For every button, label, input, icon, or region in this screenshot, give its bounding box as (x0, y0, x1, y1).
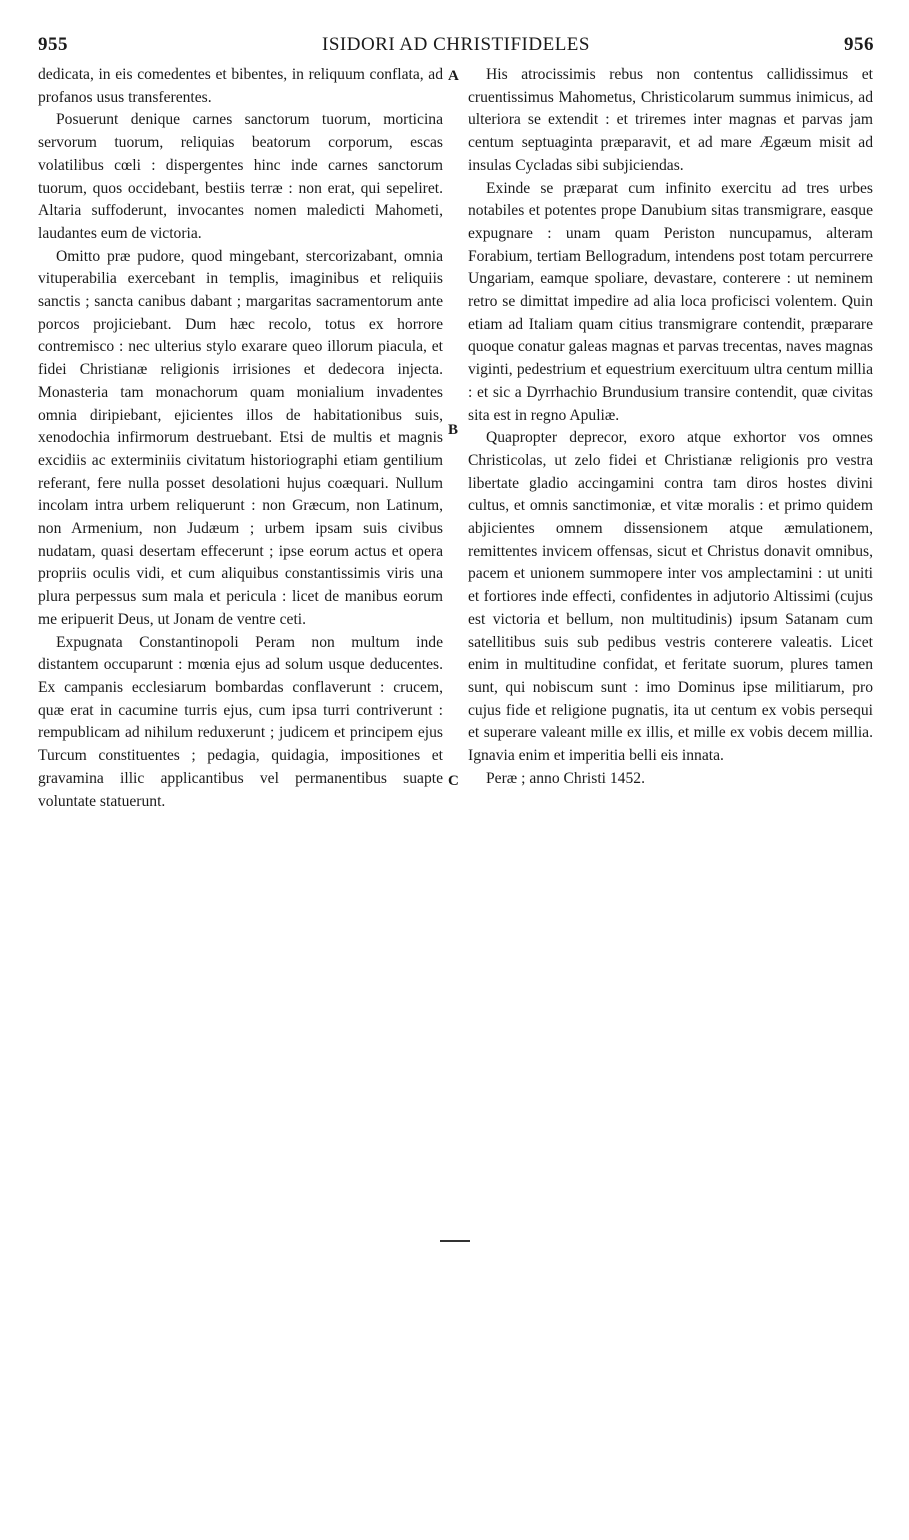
page-header (38, 34, 874, 60)
left-column (38, 64, 443, 813)
section-marker-c: C (448, 773, 459, 789)
paragraph: dedicata, in eis comedentes et bibentes, in reliquum conflata, ad profanos usus transferentes. (38, 66, 443, 106)
right-column (468, 64, 873, 791)
paragraph: Quapropter deprecor, exoro atque exhortor vos omnes Christicolas, ut zelo fidei et Christianæ religionis pro vestra libertate gladio accingamini contra tam diros hostes divini cultus, et omnis sanctimoniæ, et vitæ moralis : et primo quidem abjicientes omnem dissensionem atque æmulationem, remittentes invicem offensas, sicut et Christus donavit omnibus, pacem et unionem summopere inter vos amplectamini : ut uniti et fortiores inde effecti, confidentes in adjutorio Altissimi (cujus est victoria et bellum, non multitudinis) ipsum Satanam cum satellitibus suis sub pedibus vestris conterere valeatis. Licet enim in multitudine confidat, et feritate suorum, plures tamen sunt, qui nobiscum sunt : imo Dominus ipse militiarum, pro cujus fide et religione pugnatis, ita ut centum ex vobis persequi et superare valeant mille ex illis, et mille ex vobis decem millia. Ignavia enim et imperitia belli eis innata. (468, 429, 873, 765)
page-number-right: 956 (844, 34, 874, 55)
paragraph: Omitto præ pudore, quod mingebant, stercorizabant, omnia vituperabilia exercebant in templis, imaginibus et reliquiis sanctis ; sancta canibus dabant ; margaritas sacramentorum ante porcos projiciebant. Dum hæc recolo, totus ex horrore contremisco : nec ulterius stylo exarare queo illorum piacula, et fidei Christianæ religionis irrisiones et dedecora injecta. Monasteria tam monachorum quam monialium invadentes omnia diripiebant, ejicientes illos de habitationibus suis, xenodochia infirmorum destruebant. Etsi de multis et magnis excidiis ac exterminiis civitatum historiographi etiam gentilium referant, fere nulla posset desolationi hujus coæquari. Nullum incolam intra urbem reliquerunt : non Græcum, non Latinum, non Armenium, non Judæum ; urbem ipsam suis civibus nudatam, quasi desertam effecerunt ; ipse eorum actus et opera propriis oculis vidi, et cum aliquibus constantissimis viris una plura perpessus sum mala et pericula : licet de manibus eorum me eripuerit Deus, ut Jonam de ventre ceti. (38, 247, 443, 628)
section-marker-b: B (448, 422, 459, 438)
dateline: Peræ ; anno Christi 1452. (486, 769, 645, 787)
page-number-left: 955 (38, 34, 68, 55)
section-marker-a: A (448, 68, 459, 84)
printer-mark (440, 1240, 470, 1242)
paragraph: Posuerunt denique carnes sanctorum tuorum, morticina servorum tuorum, reliquias beatorum corporum, escas volatilibus cœli : dispergentes hinc inde carnes sanctorum tuorum, quos occidebant, bestiis terræ : non erat, qui sepeliret. Altaria suffoderunt, invocantes nomen maledicti Mahometi, laudantes eum de victoria. (38, 111, 443, 242)
paragraph: His atrocissimis rebus non contentus callidissimus et cruentissimus Mahometus, Christicolarum summus inimicus, ad ulteriora se extendit : et triremes inter magnas et parvas jam centum septuaginta præparavit, et ad mare Ægæum misit ad insulas Cycladas sibi subjiciendas. (468, 66, 873, 174)
paragraph: Exinde se præparat cum infinito exercitu ad tres urbes notabiles et potentes prope Danubium sitas transmigrare, easque expugnare : unam quam Periston nuncupamus, alteram Forabium, tertiam Bellogradum, intendens post totam percurrere Ungariam, eamque spoliare, devastare, conterere : ut neminem retro se dimittat impedire ad alia loca proficisci volentem. Quin etiam ad Italiam quam citius transmigrare contendit, præparare quoque conatur galeas magnas et parvas trecentas, naves magnas viginti, pedestrium et equestrium exercituum ultra centum millia : et sic a Dyrrhachio Brundusium transire contendit, quæ civitas sita est in regno Apuliæ. (468, 179, 873, 424)
running-title: ISIDORI AD CHRISTIFIDELES (322, 34, 590, 55)
paragraph: Expugnata Constantinopoli Peram non multum inde distantem occuparunt : mœnia ejus ad solum usque deducentes. Ex campanis ecclesiarum bombardas conflaverunt : crucem, quæ erat in cacumine turris ejus, cum ipsa turri contriverunt : rempublicam ad nihilum reduxerunt ; judicem et principem ejus Turcum constituentes ; pedagia, quidagia, impositiones et gravamina illic applicantibus vel permanentibus suapte voluntate statuerunt. (38, 633, 443, 810)
